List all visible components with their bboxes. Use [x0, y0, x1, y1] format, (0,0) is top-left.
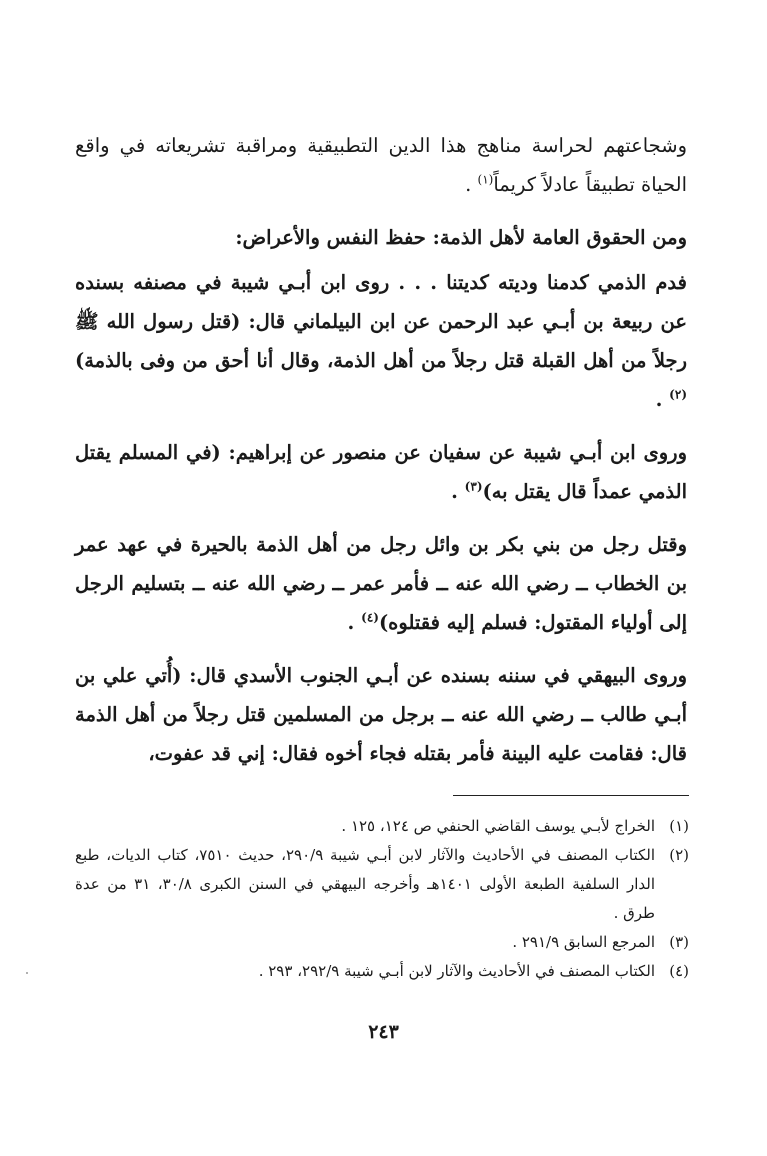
page-number: ٢٤٣ — [368, 1021, 399, 1043]
paragraph-2-end: . — [655, 388, 663, 411]
paragraph-1 — [75, 126, 687, 204]
footnote-item — [75, 928, 689, 957]
paragraph-2 — [75, 263, 687, 419]
paragraph-3-end: . — [451, 480, 458, 503]
footnote-text: الكتاب المصنف في الأحاديث والآثار لابن أبـي شيبة ٢٩٢/٩، ٢٩٣ . — [258, 962, 655, 980]
paragraph-5: وروى البيهقي في سننه بسنده عن أبـي الجنوب الأسدي قال: (أُتي علي بن أبـي طالب ــ رضي الله عنه ــ برجل من المسلمين قتل رجلاً من أهل الذمة قال: فقامت عليه البينة فأمر بقتله فجاء أخوه فقال: إني قد عفوت، — [75, 664, 687, 765]
footnote-item — [75, 812, 689, 841]
footnote-text: الكتاب المصنف في الأحاديث والآثار لابن أبـي شيبة ٢٩٠/٩، حديث ٧٥١٠، كتاب الديات، طبع الدار السلفية الطبعة الأولى ١٤٠١هـ وأخرجه البيهقي في السنن الكبرى ٣٠/٨، ٣١ من عدة طرق . — [75, 846, 656, 922]
footnote-ref-4: (٤) — [361, 610, 379, 625]
footnote-text: الخراج لأبـي يوسف القاضي الحنفي ص ١٢٤، ١٢٥ . — [341, 817, 655, 835]
paragraph-1-end: . — [465, 173, 472, 196]
paragraph-3 — [75, 433, 687, 511]
section-heading: ومن الحقوق العامة لأهل الذمة: حفظ النفس والأعراض: — [235, 226, 687, 249]
footnotes — [75, 812, 689, 986]
paragraph-1-text: وشجاعتهم لحراسة مناهج هذا الدين التطبيقية ومراقبة تشريعاته في واقع الحياة تطبيقاً عادلاً كريماً — [75, 134, 687, 196]
footnote-number: (١) — [669, 817, 689, 835]
paragraph-3-text: وروى ابن أبـي شيبة عن سفيان عن منصور عن إبراهيم: (في المسلم يقتل الذمي عمداً قال يقتل به) — [75, 441, 687, 503]
footnote-text: المرجع السابق ٢٩١/٩ . — [512, 933, 655, 951]
scan-speck — [26, 972, 28, 974]
footnote-number: (٢) — [669, 846, 689, 864]
paragraph-4-text: وقتل رجل من بني بكر بن وائل رجل من أهل الذمة بالحيرة في عهد عمر بن الخطاب ــ رضي الله عنه ــ فأمر عمر ــ رضي الله عنه ــ بتسليم الرجل إلى أولياء المقتول: فسلم إليه فقتلوه) — [75, 533, 687, 634]
main-text — [75, 126, 687, 773]
paragraph-2-text: فدم الذمي كدمنا وديته كديتنا . . . روى ابن أبـي شيبة في مصنفه بسنده عن ربيعة بن أبـي عبد الرحمن عن ابن البيلماني قال: (قتل رسول الله ﷺ رجلاً من أهل القبلة قتل رجلاً من أهل الذمة، وقال أنا أحق من وفى بالذمة) — [75, 271, 687, 372]
footnote-item — [75, 841, 689, 928]
footnote-item — [75, 957, 689, 986]
footnote-ref-2: (٢) — [669, 387, 687, 402]
footnote-number: (٣) — [669, 933, 689, 951]
footnote-number: (٤) — [669, 962, 689, 980]
paragraph-4-end: . — [347, 611, 355, 634]
footnote-separator — [453, 795, 689, 796]
footnote-ref-3: (٣) — [464, 479, 483, 494]
paragraph-4 — [75, 525, 687, 642]
footnote-ref-1: (١) — [477, 172, 494, 187]
